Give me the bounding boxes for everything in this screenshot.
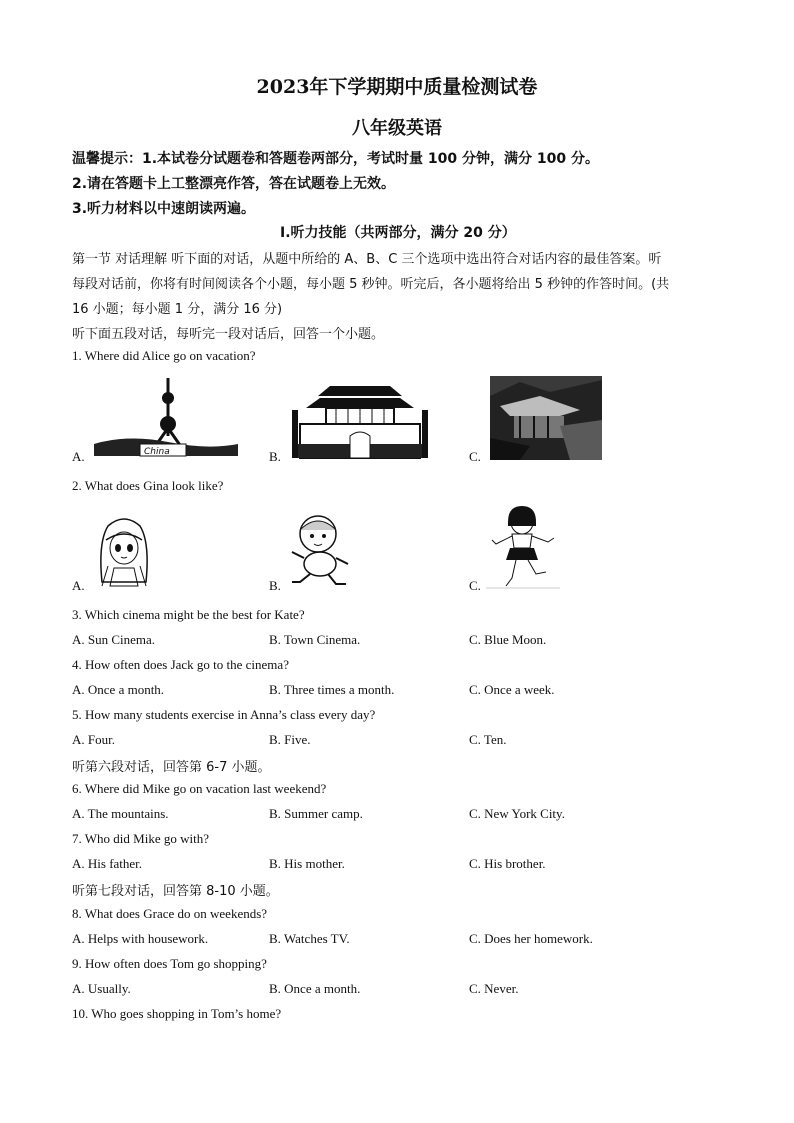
china-logo-text: China [144, 447, 170, 457]
chubby-boy-icon [286, 512, 356, 588]
q2-option-a: A. [72, 578, 85, 593]
instruction-2: 听第六段对话，回答第 6-7 小题。 [72, 760, 271, 775]
question-5: 5. How many students exercise in Anna’s class every day? [72, 707, 376, 722]
section-heading: Ⅰ.听力技能（共两部分，满分 20 分） [280, 225, 516, 241]
question-6: 6. Where did Mike go on vacation last weekend? [72, 781, 327, 796]
section-intro-line-2: 每段对话前，你将有时间阅读各个小题，每小题 5 秒钟。听完后，各小题将给出 5 秒钟的作答时间。(共 [72, 277, 670, 292]
q5-option-c: C. Ten. [469, 732, 507, 747]
q3-option-c: C. Blue Moon. [469, 632, 547, 647]
question-4: 4. How often does Jack go to the cinema? [72, 657, 289, 672]
q6-option-b: B. Summer camp. [269, 806, 363, 821]
q6-option-c: C. New York City. [469, 806, 565, 821]
note-1: 温馨提示：1.本试卷分试题卷和答题卷两部分，考试时量 100 分钟，满分 100 分。 [72, 151, 600, 167]
instruction-1: 听下面五段对话，每听完一段对话后，回答一个小题。 [72, 327, 385, 342]
short-hair-girl-icon [486, 502, 560, 590]
q8-option-c: C. Does her homework. [469, 931, 593, 946]
q2-option-b: B. [269, 578, 281, 593]
q8-option-a: A. Helps with housework. [72, 931, 209, 946]
q4-option-b: B. Three times a month. [269, 682, 395, 697]
question-8: 8. What does Grace do on weekends? [72, 906, 268, 921]
q2-option-c: C. [469, 578, 481, 593]
q9-option-c: C. Never. [469, 981, 519, 996]
q9-option-b: B. Once a month. [269, 981, 361, 996]
q6-option-a: A. The mountains. [72, 806, 169, 821]
q1-option-b: B. [269, 449, 281, 464]
instruction-3: 听第七段对话，回答第 8-10 小题。 [72, 884, 279, 899]
note-2: 2.请在答题卡上工整漂亮作答，答在试题卷上无效。 [72, 176, 396, 192]
note-3: 3.听力材料以中速朗读两遍。 [72, 201, 256, 217]
q7-option-a: A. His father. [72, 856, 143, 871]
page-title: 2023年下学期期中质量检测试卷 [256, 76, 538, 98]
page-subtitle: 八年级英语 [352, 118, 442, 139]
question-7: 7. Who did Mike go with? [72, 831, 209, 846]
q3-option-a: A. Sun Cinema. [72, 632, 156, 647]
q8-option-b: B. Watches TV. [269, 931, 350, 946]
q4-option-a: A. Once a month. [72, 682, 165, 697]
question-1: 1. Where did Alice go on vacation? [72, 348, 256, 363]
question-3: 3. Which cinema might be the best for Kate? [72, 607, 305, 622]
section-intro-line-1: 第一节 对话理解 听下面的对话，从题中所给的 A、B、C 三个选项中选出符合对话内容的最佳答案。听 [72, 252, 662, 267]
q3-option-b: B. Town Cinema. [269, 632, 361, 647]
q7-option-c: C. His brother. [469, 856, 546, 871]
q5-option-b: B. Five. [269, 732, 311, 747]
question-9: 9. How often does Tom go shopping? [72, 956, 267, 971]
q7-option-b: B. His mother. [269, 856, 345, 871]
tiananmen-icon [290, 380, 430, 462]
question-10: 10. Who goes shopping in Tom’s home? [72, 1006, 282, 1021]
question-2: 2. What does Gina look like? [72, 478, 224, 493]
long-hair-girl-icon [94, 512, 154, 588]
q5-option-a: A. Four. [72, 732, 115, 747]
section-intro-line-3: 16 小题；每小题 1 分，满分 16 分) [72, 302, 283, 317]
q4-option-c: C. Once a week. [469, 682, 555, 697]
q9-option-a: A. Usually. [72, 981, 131, 996]
q1-option-c: C. [469, 449, 481, 464]
shanghai-tower-icon [88, 376, 244, 462]
mountain-temple-icon [490, 376, 602, 460]
q1-option-a: A. [72, 449, 85, 464]
